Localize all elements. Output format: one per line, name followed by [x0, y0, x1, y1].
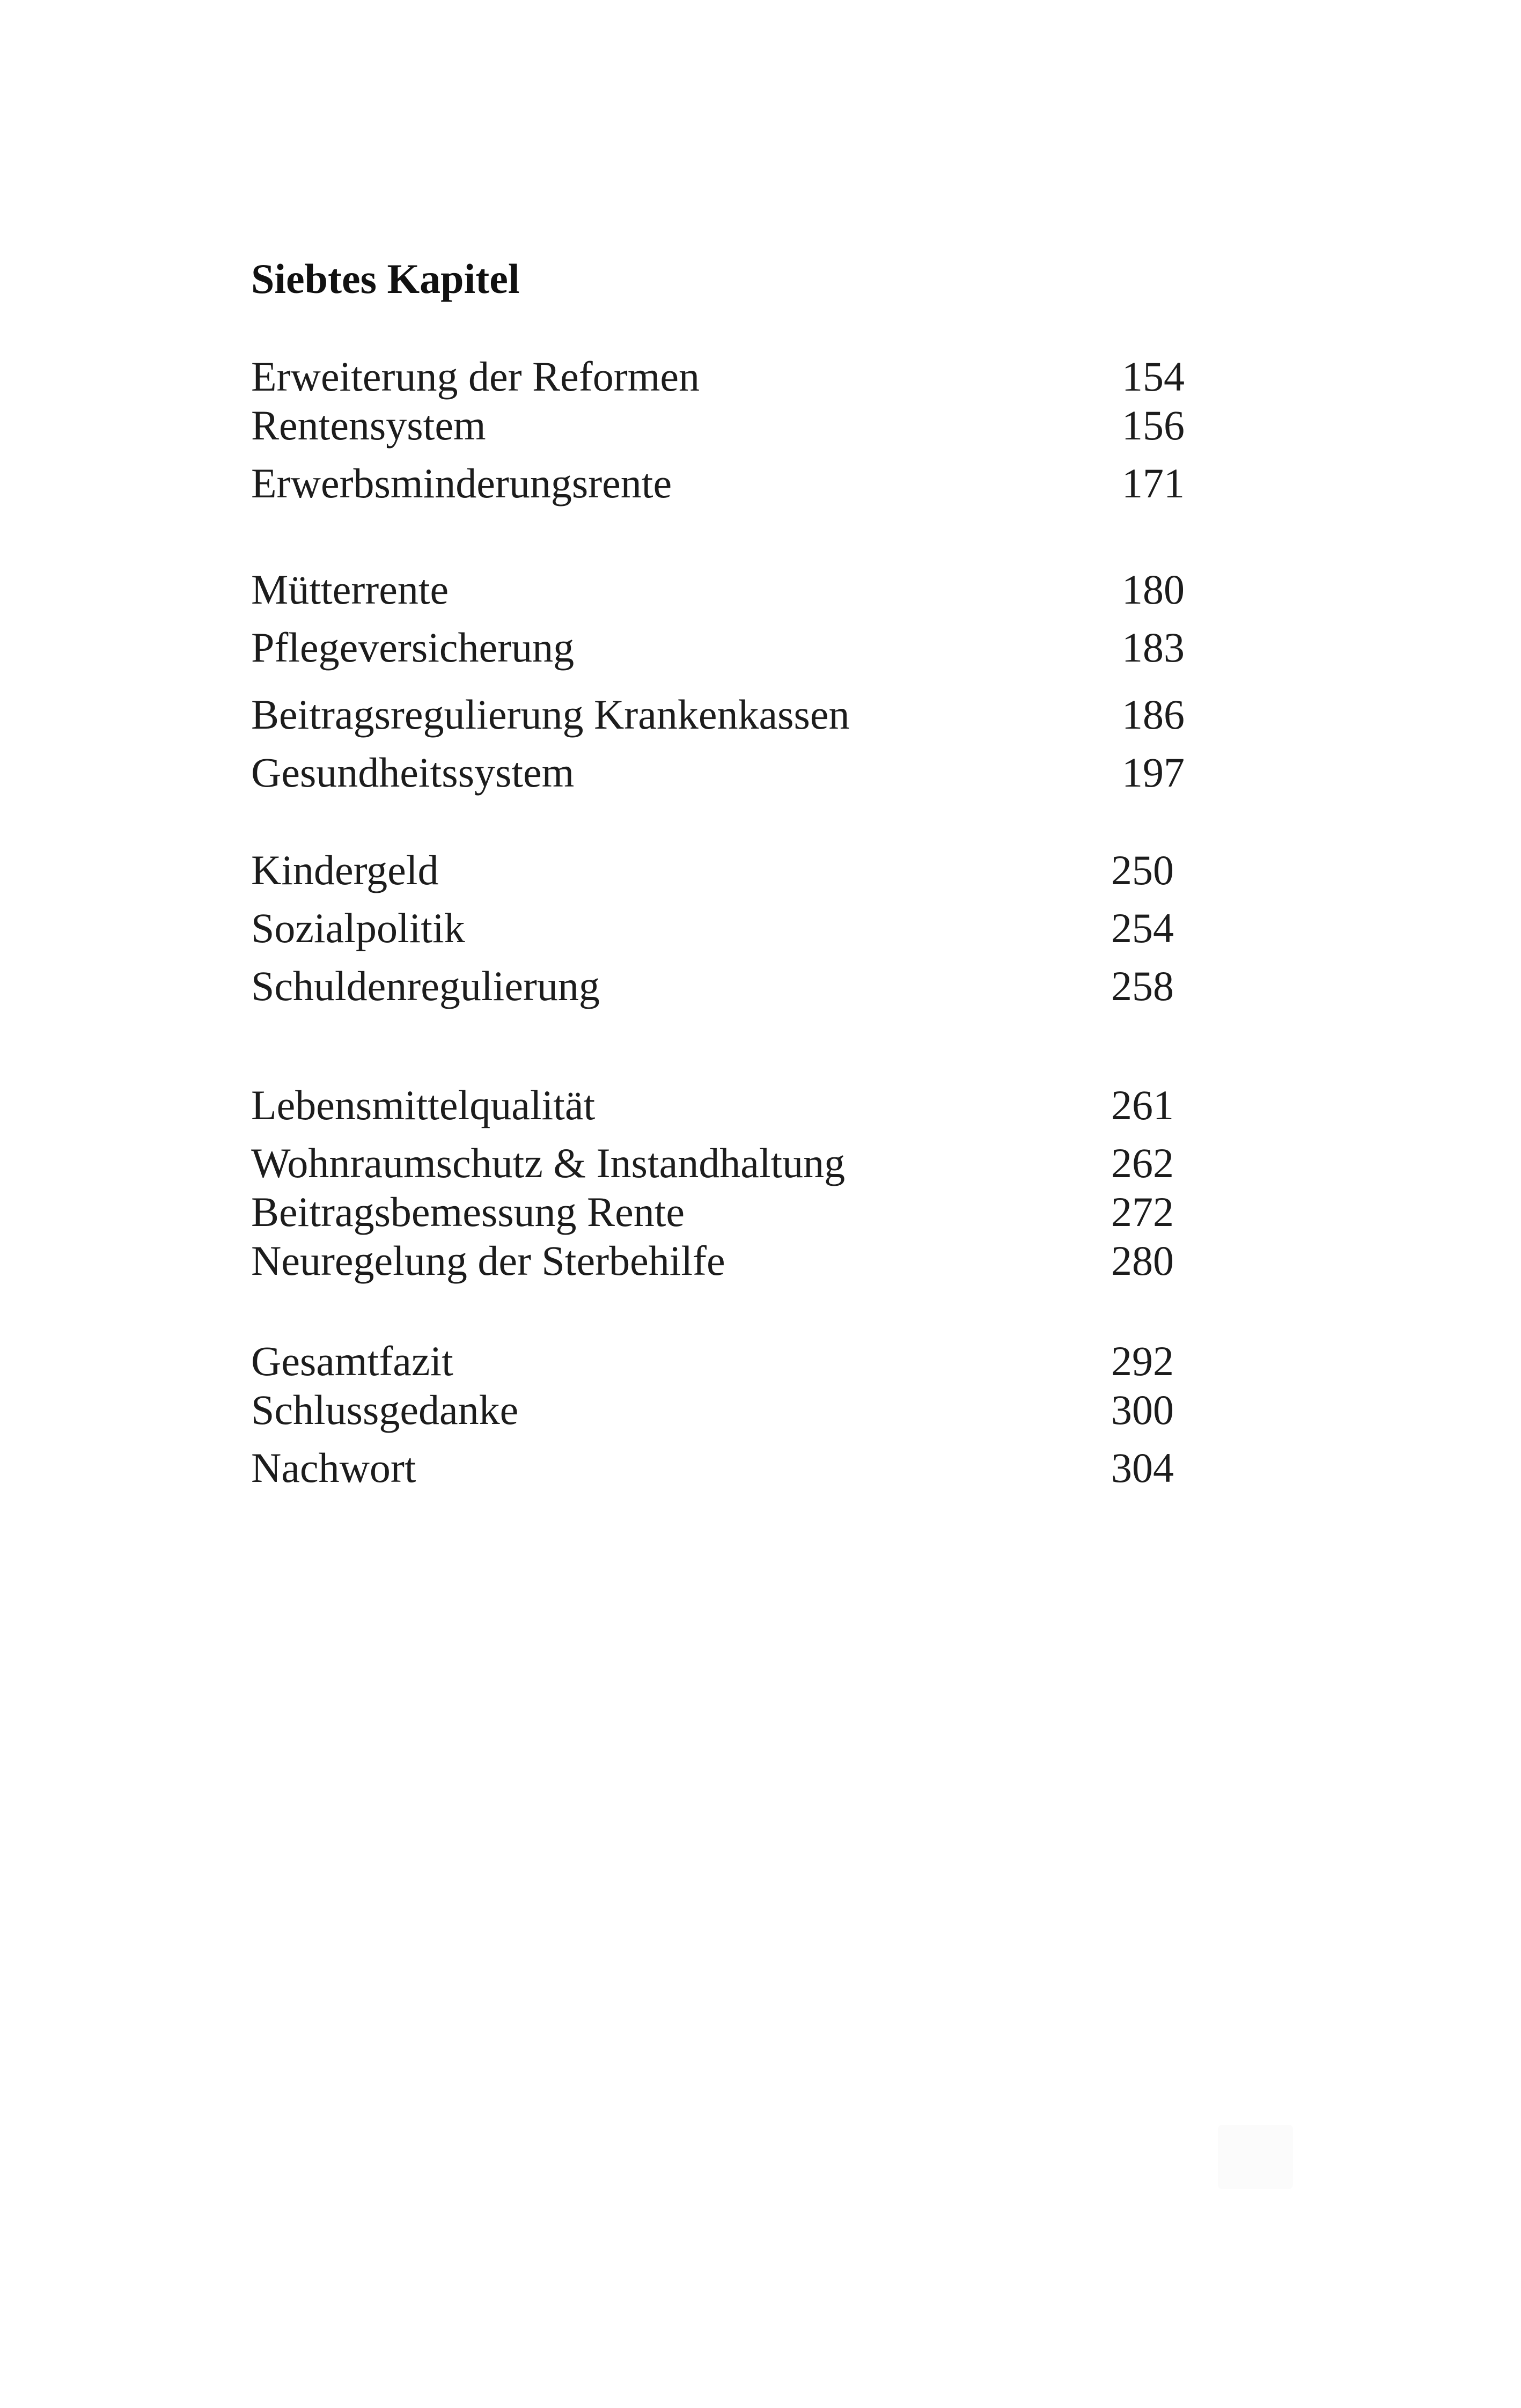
toc-entry-page: 261	[1111, 1082, 1174, 1128]
toc-entry-page: 171	[1122, 460, 1185, 506]
toc-entry-title: Nachwort	[251, 1444, 416, 1491]
toc-entry-page: 300	[1111, 1386, 1174, 1433]
toc-entry-page: 304	[1111, 1444, 1174, 1491]
toc-entry-page: 154	[1122, 353, 1185, 400]
toc-entry-page: 292	[1111, 1338, 1174, 1384]
toc-entry-page: 258	[1111, 963, 1174, 1009]
toc-entry-page: 180	[1122, 566, 1185, 613]
toc-entry-page: 250	[1111, 847, 1174, 893]
toc-entry-title: Lebensmittelqualität	[251, 1082, 596, 1128]
toc-entry-page: 186	[1122, 691, 1185, 738]
toc-entry-page: 272	[1111, 1188, 1174, 1235]
toc-entry-page: 197	[1122, 749, 1185, 796]
toc-entry-title: Schlussgedanke	[251, 1386, 519, 1433]
toc-entry-title: Gesamtfazit	[251, 1338, 453, 1384]
toc-entry-title: Rentensystem	[251, 402, 486, 449]
toc-entry-title: Gesundheitssystem	[251, 749, 575, 796]
toc-entry-title: Neuregelung der Sterbehilfe	[251, 1237, 725, 1284]
toc-entry-page: 254	[1111, 905, 1174, 951]
toc-entry-title: Kindergeld	[251, 847, 439, 893]
toc-entry-page: 183	[1122, 624, 1185, 671]
toc-entry-title: Pflegeversicherung	[251, 624, 575, 671]
toc-entry-title: Beitragsbemessung Rente	[251, 1188, 685, 1235]
toc-entry-page: 280	[1111, 1237, 1174, 1284]
toc-entry-page: 262	[1111, 1140, 1174, 1186]
chapter-heading: Siebtes Kapitel	[251, 255, 520, 302]
toc-entry-title: Erweiterung der Reformen	[251, 353, 700, 400]
toc-entry-title: Beitragsregulierung Krankenkassen	[251, 691, 850, 738]
toc-entry-page: 156	[1122, 402, 1185, 449]
toc-entry-title: Erwerbsminderungsrente	[251, 460, 672, 506]
page-number-area	[1218, 2125, 1293, 2189]
toc-entry-title: Schuldenregulierung	[251, 963, 600, 1009]
toc-entry-title: Wohnraumschutz & Instandhaltung	[251, 1140, 846, 1186]
toc-entry-title: Mütterrente	[251, 566, 449, 613]
toc-entry-title: Sozialpolitik	[251, 905, 465, 951]
